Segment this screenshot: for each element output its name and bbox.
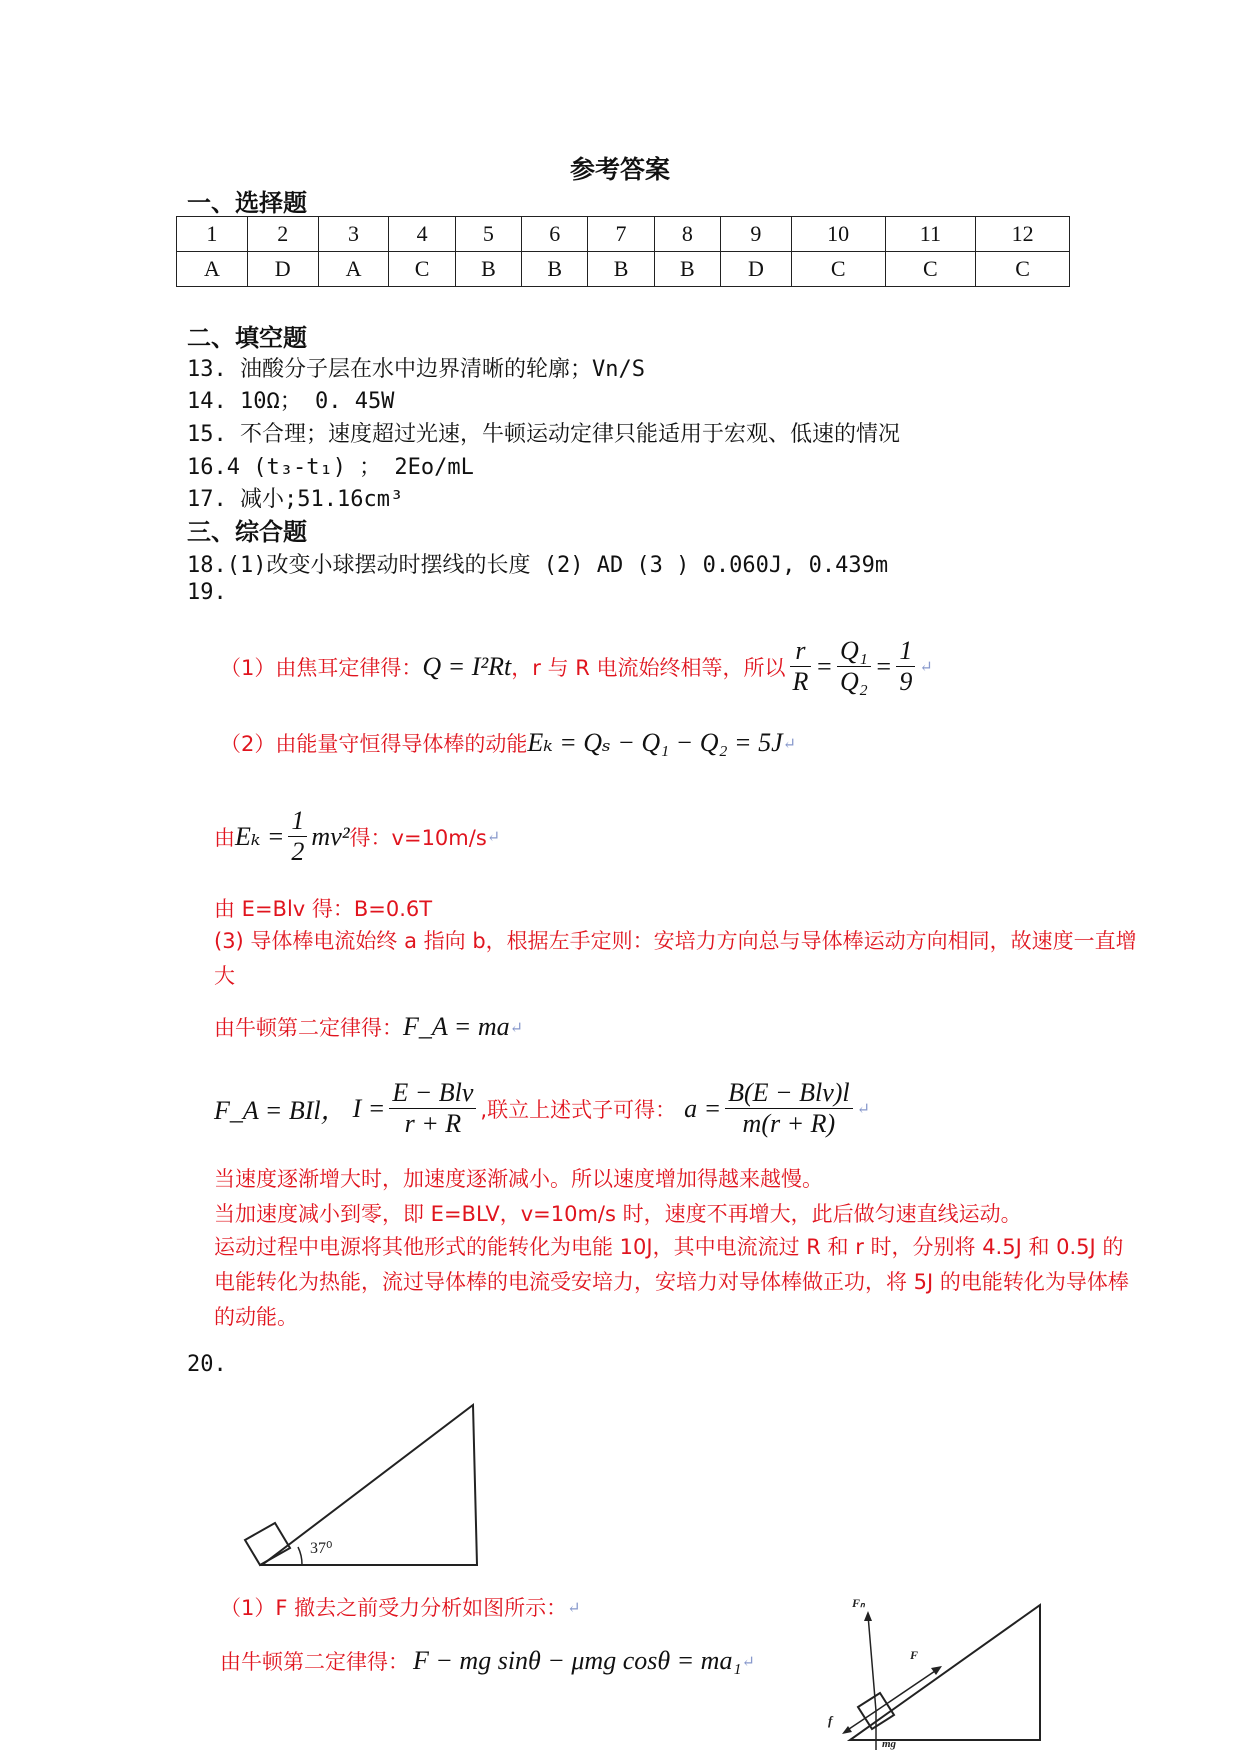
q19-part1: （1）由焦耳定律得： Q = I²Rt ，r 与 R 电流始终相等，所以 $\frac{r}{R}$ = $\frac{\text{Q₁}}{\text{Q₂}}$ = $\frac{1}{9}$ ↵ [220, 636, 933, 696]
q19-part10-text: 运动过程中电源将其他形式的能转化为电能 10J，其中电流流过 R 和 r 时，分别将 4.5J 和 0.5J 的电能转化为热能，流过导体棒的电流受安培力，安培力对导体棒做正功，将 5J 的电能转化为导体棒的动能。 [214, 1235, 1129, 1329]
section1-heading: 一、选择题 [187, 189, 307, 217]
ampere-force-formula: F_A = BIl， [214, 1096, 347, 1125]
table-cell: 10 [791, 217, 885, 252]
fraction-denominator: R [792, 667, 809, 696]
fraction-numerator: Q₁ [837, 636, 871, 667]
table-cell: 2 [247, 217, 318, 252]
fill-answer-15: 15. 不合理；速度超过光速，牛顿运动定律只能适用于宏观、低速的情况 [187, 422, 900, 447]
return-mark-icon: ↵ [782, 733, 797, 753]
table-cell: C [389, 252, 455, 287]
table-cell: D [247, 252, 318, 287]
table-cell: B [455, 252, 521, 287]
q20-part1-text: （1）F 撤去之前受力分析如图所示： [220, 1596, 568, 1620]
table-cell: D [721, 252, 792, 287]
force-incline [850, 1605, 1040, 1740]
section2-heading: 二、填空题 [187, 324, 307, 352]
arrow-head-icon [931, 1666, 942, 1675]
page-title: 参考答案 [569, 155, 670, 184]
return-mark-icon: ↵ [567, 1597, 581, 1617]
q19-part6 [214, 1012, 523, 1042]
table-cell: C [885, 252, 976, 287]
applied-force-arrow [876, 1669, 938, 1711]
q19-part3-text2: 得：v=10m/s [349, 825, 487, 850]
newton-second-law-formula: F_A = ma [403, 1012, 510, 1041]
current-formula-left: I = [352, 1093, 386, 1123]
fraction-denominator: Q₂ [839, 667, 868, 696]
gravity-label: mg [882, 1738, 897, 1750]
energy-formula: Eₖ = Qₛ − Q₁ − Q₂ = 5J [527, 728, 783, 757]
fraction-denominator: r + R [404, 1109, 462, 1138]
table-row-answers [177, 252, 1070, 287]
table-cell: C [791, 252, 885, 287]
answer-table [176, 216, 1070, 287]
fraction-numerator: E − Blv [389, 1078, 476, 1109]
table-cell: 1 [177, 217, 248, 252]
q19-part2 [220, 728, 796, 758]
kinetic-energy-left: Eₖ = [235, 821, 285, 851]
block-shape [245, 1523, 290, 1565]
fraction-numerator: 1 [896, 636, 915, 667]
q19-part3-text: 由 [214, 825, 235, 850]
table-cell: 9 [721, 217, 792, 252]
table-cell: A [177, 252, 248, 287]
table-cell: B [522, 252, 588, 287]
fill-answer-16: 16.4 (t₃-t₁) ； 2Eo/mL [187, 455, 474, 480]
table-cell: C [976, 252, 1070, 287]
q19-part7 [214, 1078, 870, 1139]
arrow-head-icon [864, 1611, 872, 1621]
table-cell: A [318, 252, 389, 287]
q19-part3 [214, 806, 500, 867]
return-mark-icon: ↵ [509, 1017, 524, 1037]
incline-triangle [262, 1405, 477, 1565]
table-cell: 5 [455, 217, 521, 252]
q19-part5-text: (3) 导体棒电流始终 a 指向 b，根据左手定则：安培力方向总与导体棒运动方向相同，故速度一直增大 [214, 929, 1137, 988]
q19-part1-text: （1）由焦耳定律得： [220, 655, 423, 680]
table-cell: B [654, 252, 720, 287]
q19-part7-text: ,联立上述式子可得： [480, 1097, 677, 1122]
angle-arc [298, 1547, 302, 1565]
fraction-one-half [288, 806, 307, 867]
q20-part2 [220, 1646, 755, 1676]
q20-part1 [220, 1592, 581, 1622]
fill-answer-14: 14. 10Ω； 0. 45W [187, 389, 395, 414]
return-mark-icon: ↵ [919, 657, 933, 676]
fraction-denominator: m(r + R) [742, 1109, 836, 1138]
fraction-denominator: 9 [899, 667, 913, 696]
table-cell: 3 [318, 217, 389, 252]
fraction-acceleration [725, 1078, 853, 1139]
friction-label: f [828, 1713, 833, 1728]
normal-force-arrow [868, 1615, 876, 1711]
table-cell: 7 [588, 217, 654, 252]
table-cell: B [588, 252, 654, 287]
table-cell: 8 [654, 217, 720, 252]
q19-part9-text: 当加速度减小到零，即 E=BLV，v=10m/s 时，速度不再增大，此后做匀速直线运动。 [214, 1202, 1022, 1226]
return-mark-icon: ↵ [856, 1099, 871, 1118]
fraction-denominator: 2 [291, 837, 305, 866]
fraction-one-ninth [896, 636, 915, 697]
return-mark-icon: ↵ [741, 1651, 755, 1671]
table-cell: 11 [885, 217, 976, 252]
incline-newton-formula: F − mg sinθ − μmg cosθ = ma₁ [413, 1646, 742, 1675]
angle-label: 37⁰ [310, 1540, 333, 1557]
answer-18: 18.(1)改变小球摆动时摆线的长度 (2) AD (3 ) 0.060J, 0.439m [187, 553, 889, 578]
q19-part1-text2: ，r 与 R 电流始终相等，所以 [511, 655, 786, 680]
normal-force-label: Fₙ [852, 1596, 865, 1610]
acceleration-formula-left: a = [684, 1093, 722, 1123]
section3-heading: 三、综合题 [187, 518, 307, 546]
joule-law-formula: Q = I²Rt [422, 651, 512, 681]
fill-answer-13: 13. 油酸分子层在水中边界清晰的轮廓；Vn/S [187, 357, 645, 382]
incline-diagram [230, 1395, 530, 1595]
fill-answer-17: 17. 减小;51.16cm³ [187, 487, 404, 512]
q19-part4-text: 由 E=Blv 得：B=0.6T [214, 897, 433, 921]
return-mark-icon: ↵ [486, 827, 501, 846]
force-diagram [810, 1585, 1060, 1750]
q19-part2-text: （2）由能量守恒得导体棒的动能 [220, 732, 528, 756]
table-cell: 6 [522, 217, 588, 252]
table-row-numbers [177, 217, 1070, 252]
q20-part2-text: 由牛顿第二定律得： [220, 1650, 409, 1674]
table-cell: 12 [976, 217, 1070, 252]
fraction-numerator: B(E − Blv)l [725, 1078, 853, 1109]
kinetic-energy-right: mv² [311, 821, 350, 851]
fraction-q1-over-q2 [837, 636, 871, 697]
applied-force-label: F [910, 1648, 919, 1662]
fraction-numerator: 1 [288, 806, 307, 837]
question-19-label: 19. [187, 580, 227, 605]
q19-part8-text: 当速度逐渐增大时，加速度逐渐减小。所以速度增加得越来越慢。 [214, 1167, 823, 1191]
fraction-r-over-R [790, 636, 812, 697]
question-20-label: 20. [187, 1352, 227, 1377]
table-cell: 4 [389, 217, 455, 252]
fraction-current [389, 1078, 476, 1139]
fraction-numerator: r [790, 636, 812, 667]
q19-part6-text: 由牛顿第二定律得： [214, 1016, 403, 1040]
